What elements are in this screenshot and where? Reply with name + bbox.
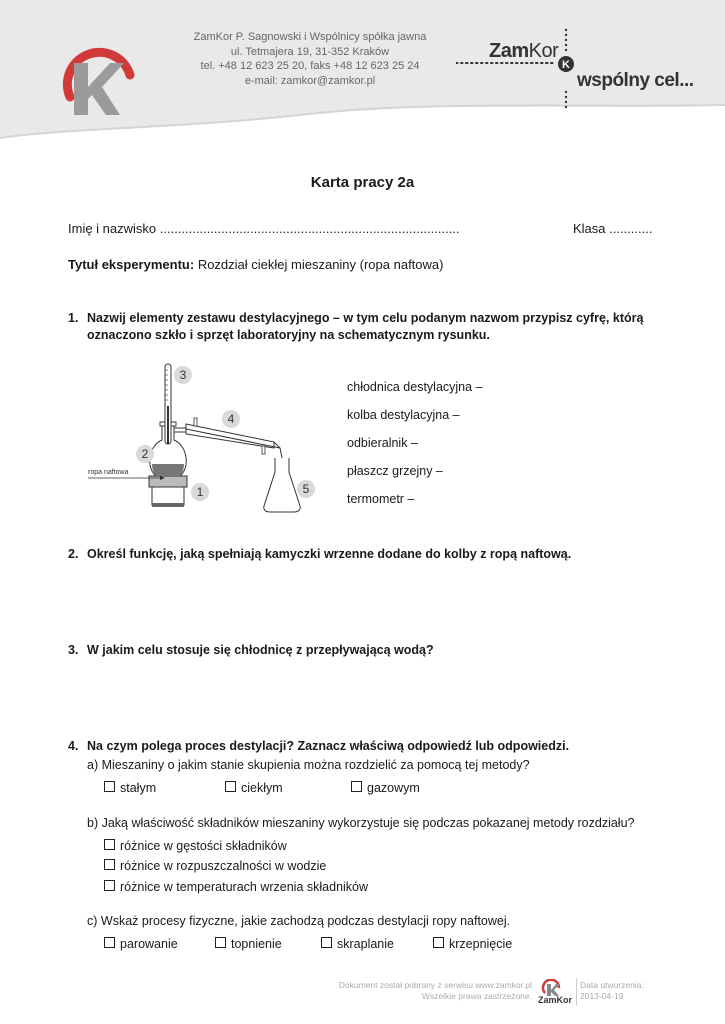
- brand-slogan: wspólny cel...: [577, 70, 694, 91]
- option-liquid[interactable]: ciekłym: [225, 781, 283, 795]
- name-field[interactable]: Imię i nazwisko ...................................................................................: [68, 221, 460, 236]
- receiver-flask-icon: [264, 458, 300, 512]
- page-title: Karta pracy 2a: [310, 174, 415, 191]
- brand-dots-icon: [556, 28, 576, 112]
- footer-divider: [576, 978, 577, 1006]
- company-street: ul. Tetmajera 19, 31-352 Kraków: [230, 45, 390, 58]
- svg-text:5: 5: [302, 482, 310, 496]
- footer-source: Dokument został pobrany z serwisu www.zamkor.pl Wszelkie prawa zastrzeżone.: [338, 980, 532, 1001]
- svg-text:2: 2: [141, 447, 149, 461]
- checkbox-icon: [321, 937, 332, 948]
- question-4a: a) Mieszaniny o jakim stanie skupienia można rozdzielić za pomocą tej metody?: [87, 758, 530, 772]
- question-4: 4. Na czym polega proces destylacji? Zaznacz właściwą odpowiedź lub odpowiedzi.: [68, 739, 570, 753]
- heating-mantle-icon: [149, 476, 187, 507]
- label-condenser: chłodnica destylacyjna –: [347, 380, 483, 394]
- checkbox-icon: [433, 937, 444, 948]
- footer-date: Data utworzenia: 2013-04-19: [580, 980, 644, 1001]
- svg-text:3: 3: [179, 368, 187, 382]
- checkbox-icon: [104, 880, 115, 891]
- thermometer-icon: [165, 364, 171, 444]
- option-boiling-point[interactable]: różnice w temperaturach wrzenia składników: [104, 880, 368, 894]
- company-name: ZamKor P. Sagnowski i Wspólnicy spółka jawna: [193, 31, 427, 43]
- distillation-diagram: [86, 360, 326, 520]
- company-phone: tel. +48 12 623 25 20, faks +48 12 623 25 24: [200, 60, 420, 72]
- checkbox-icon: [225, 781, 236, 792]
- experiment-title: Tytuł eksperymentu: Rozdział ciekłej mieszaniny (ropa naftowa): [68, 257, 444, 272]
- option-solidification[interactable]: krzepnięcie: [433, 937, 512, 951]
- option-gas[interactable]: gazowym: [351, 781, 420, 795]
- footer-logo-text: ZamKor: [538, 995, 573, 1005]
- option-condensation[interactable]: skraplanie: [321, 937, 394, 951]
- question-4c: c) Wskaż procesy fizyczne, jakie zachodzą podczas destylacji ropy naftowej.: [87, 914, 511, 928]
- svg-text:1: 1: [196, 485, 204, 499]
- company-address: [150, 30, 470, 88]
- svg-text:K: K: [562, 59, 570, 71]
- option-density[interactable]: różnice w gęstości składników: [104, 839, 287, 853]
- option-melting[interactable]: topnienie: [215, 937, 282, 951]
- company-email: e-mail: zamkor@zamkor.pl: [244, 74, 376, 87]
- class-field[interactable]: Klasa ............: [573, 221, 653, 236]
- option-solubility[interactable]: różnice w rozpuszczalności w wodzie: [104, 859, 326, 873]
- checkbox-icon: [104, 937, 115, 948]
- option-solid[interactable]: stałym: [104, 781, 156, 795]
- feed-label: ropa naftowa: [88, 469, 129, 476]
- brand-dotted-line: [456, 60, 556, 66]
- checkbox-icon: [104, 859, 115, 870]
- checkbox-icon: [351, 781, 362, 792]
- question-1: 1. Nazwij elementy zestawu destylacyjnego – w tym celu podanym nazwom przypisz cyfrę, którą oznaczono szkło i sprzęt laboratoryjny na schematycznym rysunku.: [68, 311, 644, 342]
- option-evaporation[interactable]: parowanie: [104, 937, 178, 951]
- label-receiver: odbieralnik –: [347, 436, 418, 450]
- label-mantle: płaszcz grzejny –: [347, 464, 443, 478]
- question-4b: b) Jaką właściwość składników mieszaniny wykorzystuje się podczas pokazanej metody rozdziału?: [87, 816, 635, 830]
- label-flask: kolba destylacyjna –: [347, 408, 460, 422]
- checkbox-icon: [104, 781, 115, 792]
- checkbox-icon: [215, 937, 226, 948]
- checkbox-icon: [104, 839, 115, 850]
- label-thermometer: termometr –: [347, 492, 415, 506]
- brand-name: ZamKor: [489, 40, 559, 62]
- zamkor-logo-icon: [52, 35, 142, 125]
- question-2: 2. Określ funkcję, jaką spełniają kamyczki wrzenne dodane do kolby z ropą naftową.: [68, 547, 572, 561]
- question-3: 3. W jakim celu stosuje się chłodnicę z przepływającą wodą?: [68, 643, 434, 657]
- svg-text:4: 4: [227, 412, 235, 426]
